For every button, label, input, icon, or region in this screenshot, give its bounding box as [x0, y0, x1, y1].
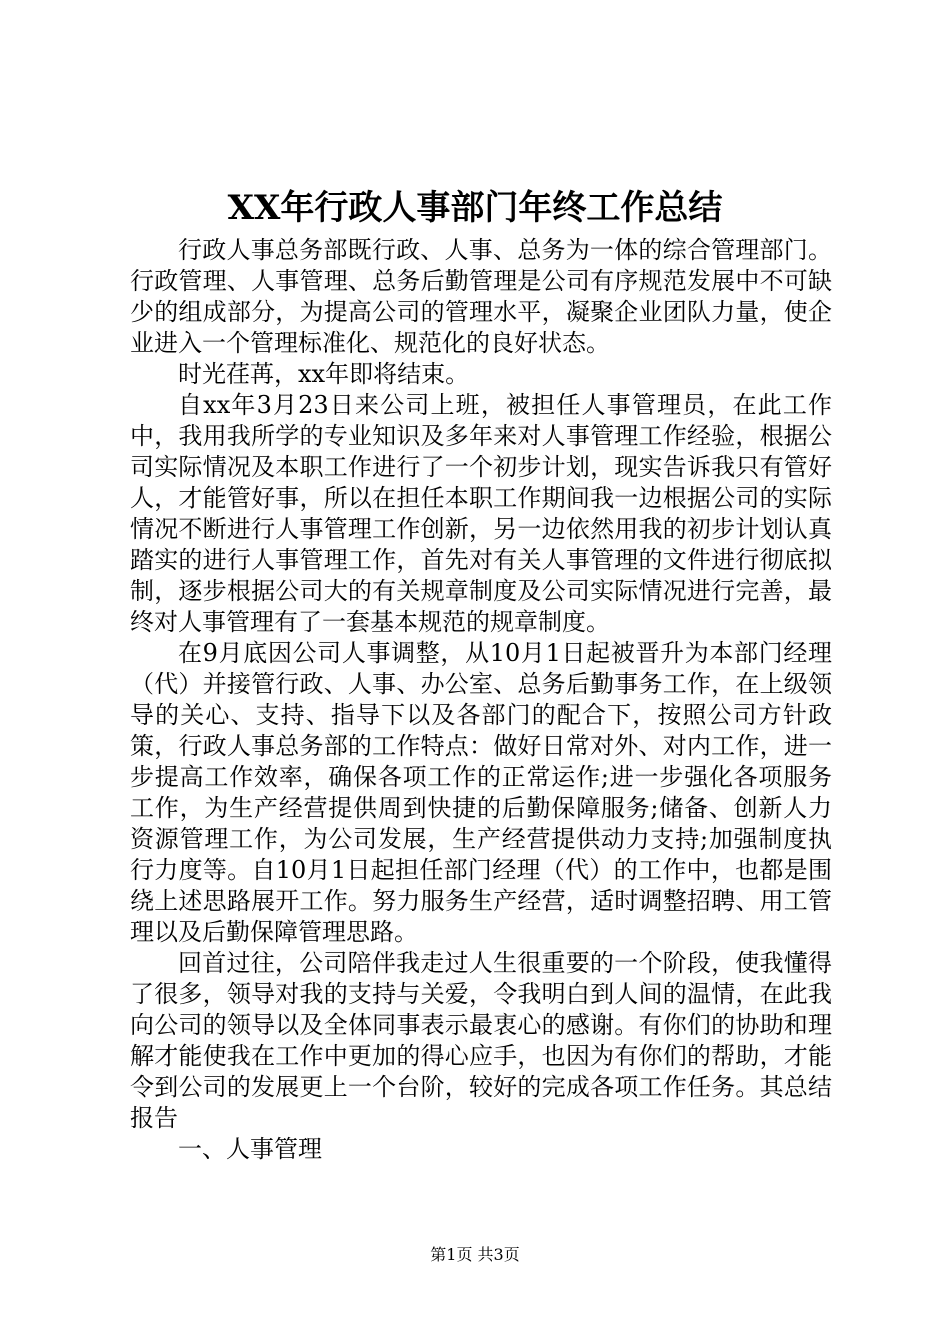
- paragraph-hr-work: 自xx年3月23日来公司上班，被担任人事管理员，在此工作中，我用我所学的专业知识及多年来对人事管理工作经验，根据公司实际情况及本职工作进行了一个初步计划，现实告诉我只有管好人，才能管好事，所以在担任本职工作期间我一边根据公司的实际情况不断进行人事管理工作创新，另一边依然用我的初步计划认真踏实的进行人事管理工作，首先对有关人事管理的文件进行彻底拟制，逐步根据公司大的有关规章制度及公司实际情况进行完善，最终对人事管理有了一套基本规范的规章制度。: [130, 391, 832, 636]
- paragraph-intro: 行政人事总务部既行政、人事、总务为一体的综合管理部门。行政管理、人事管理、总务后勤管理是公司有序规范发展中不可缺少的组成部分，为提高公司的管理水平，凝聚企业团队力量，使企业进入一个管理标准化、规范化的良好状态。: [130, 236, 832, 357]
- document-body: [130, 235, 832, 1165]
- page-number-footer: 第1页 共3页: [430, 1245, 520, 1264]
- paragraph-thanks: 回首过往，公司陪伴我走过人生很重要的一个阶段，使我懂得了很多，领导对我的支持与关爱，令我明白到人间的温情，在此我向公司的领导以及全体同事表示最衷心的感谢。有你们的协助和理解才能使我在工作中更加的得心应手，也因为有你们的帮助，才能令到公司的发展更上一个台阶，较好的完成各项工作任务。其总结报告: [130, 949, 832, 1132]
- section-heading-hr: 一、人事管理: [178, 1135, 322, 1163]
- paragraph-promotion: 在9月底因公司人事调整，从10月1日起被晋升为本部门经理（代）并接管行政、人事、办公室、总务后勤事务工作，在上级领导的关心、支持、指导下以及各部门的配合下，按照公司方针政策，行政人事总务部的工作特点：做好日常对外、对内工作，进一步提高工作效率，确保各项工作的正常运作;进一步强化各项服务工作，为生产经营提供周到快捷的后勤保障服务;储备、创新人力资源管理工作，为公司发展，生产经营提供动力支持;加强制度执行力度等。自10月1日起担任部门经理（代）的工作中，也都是围绕上述思路展开工作。努力服务生产经营，适时调整招聘、用工管理以及后勤保障管理思路。: [130, 639, 832, 946]
- document-title: XX年行政人事部门年终工作总结: [227, 188, 723, 228]
- paragraph-time: 时光荏苒，xx年即将结束。: [178, 360, 470, 388]
